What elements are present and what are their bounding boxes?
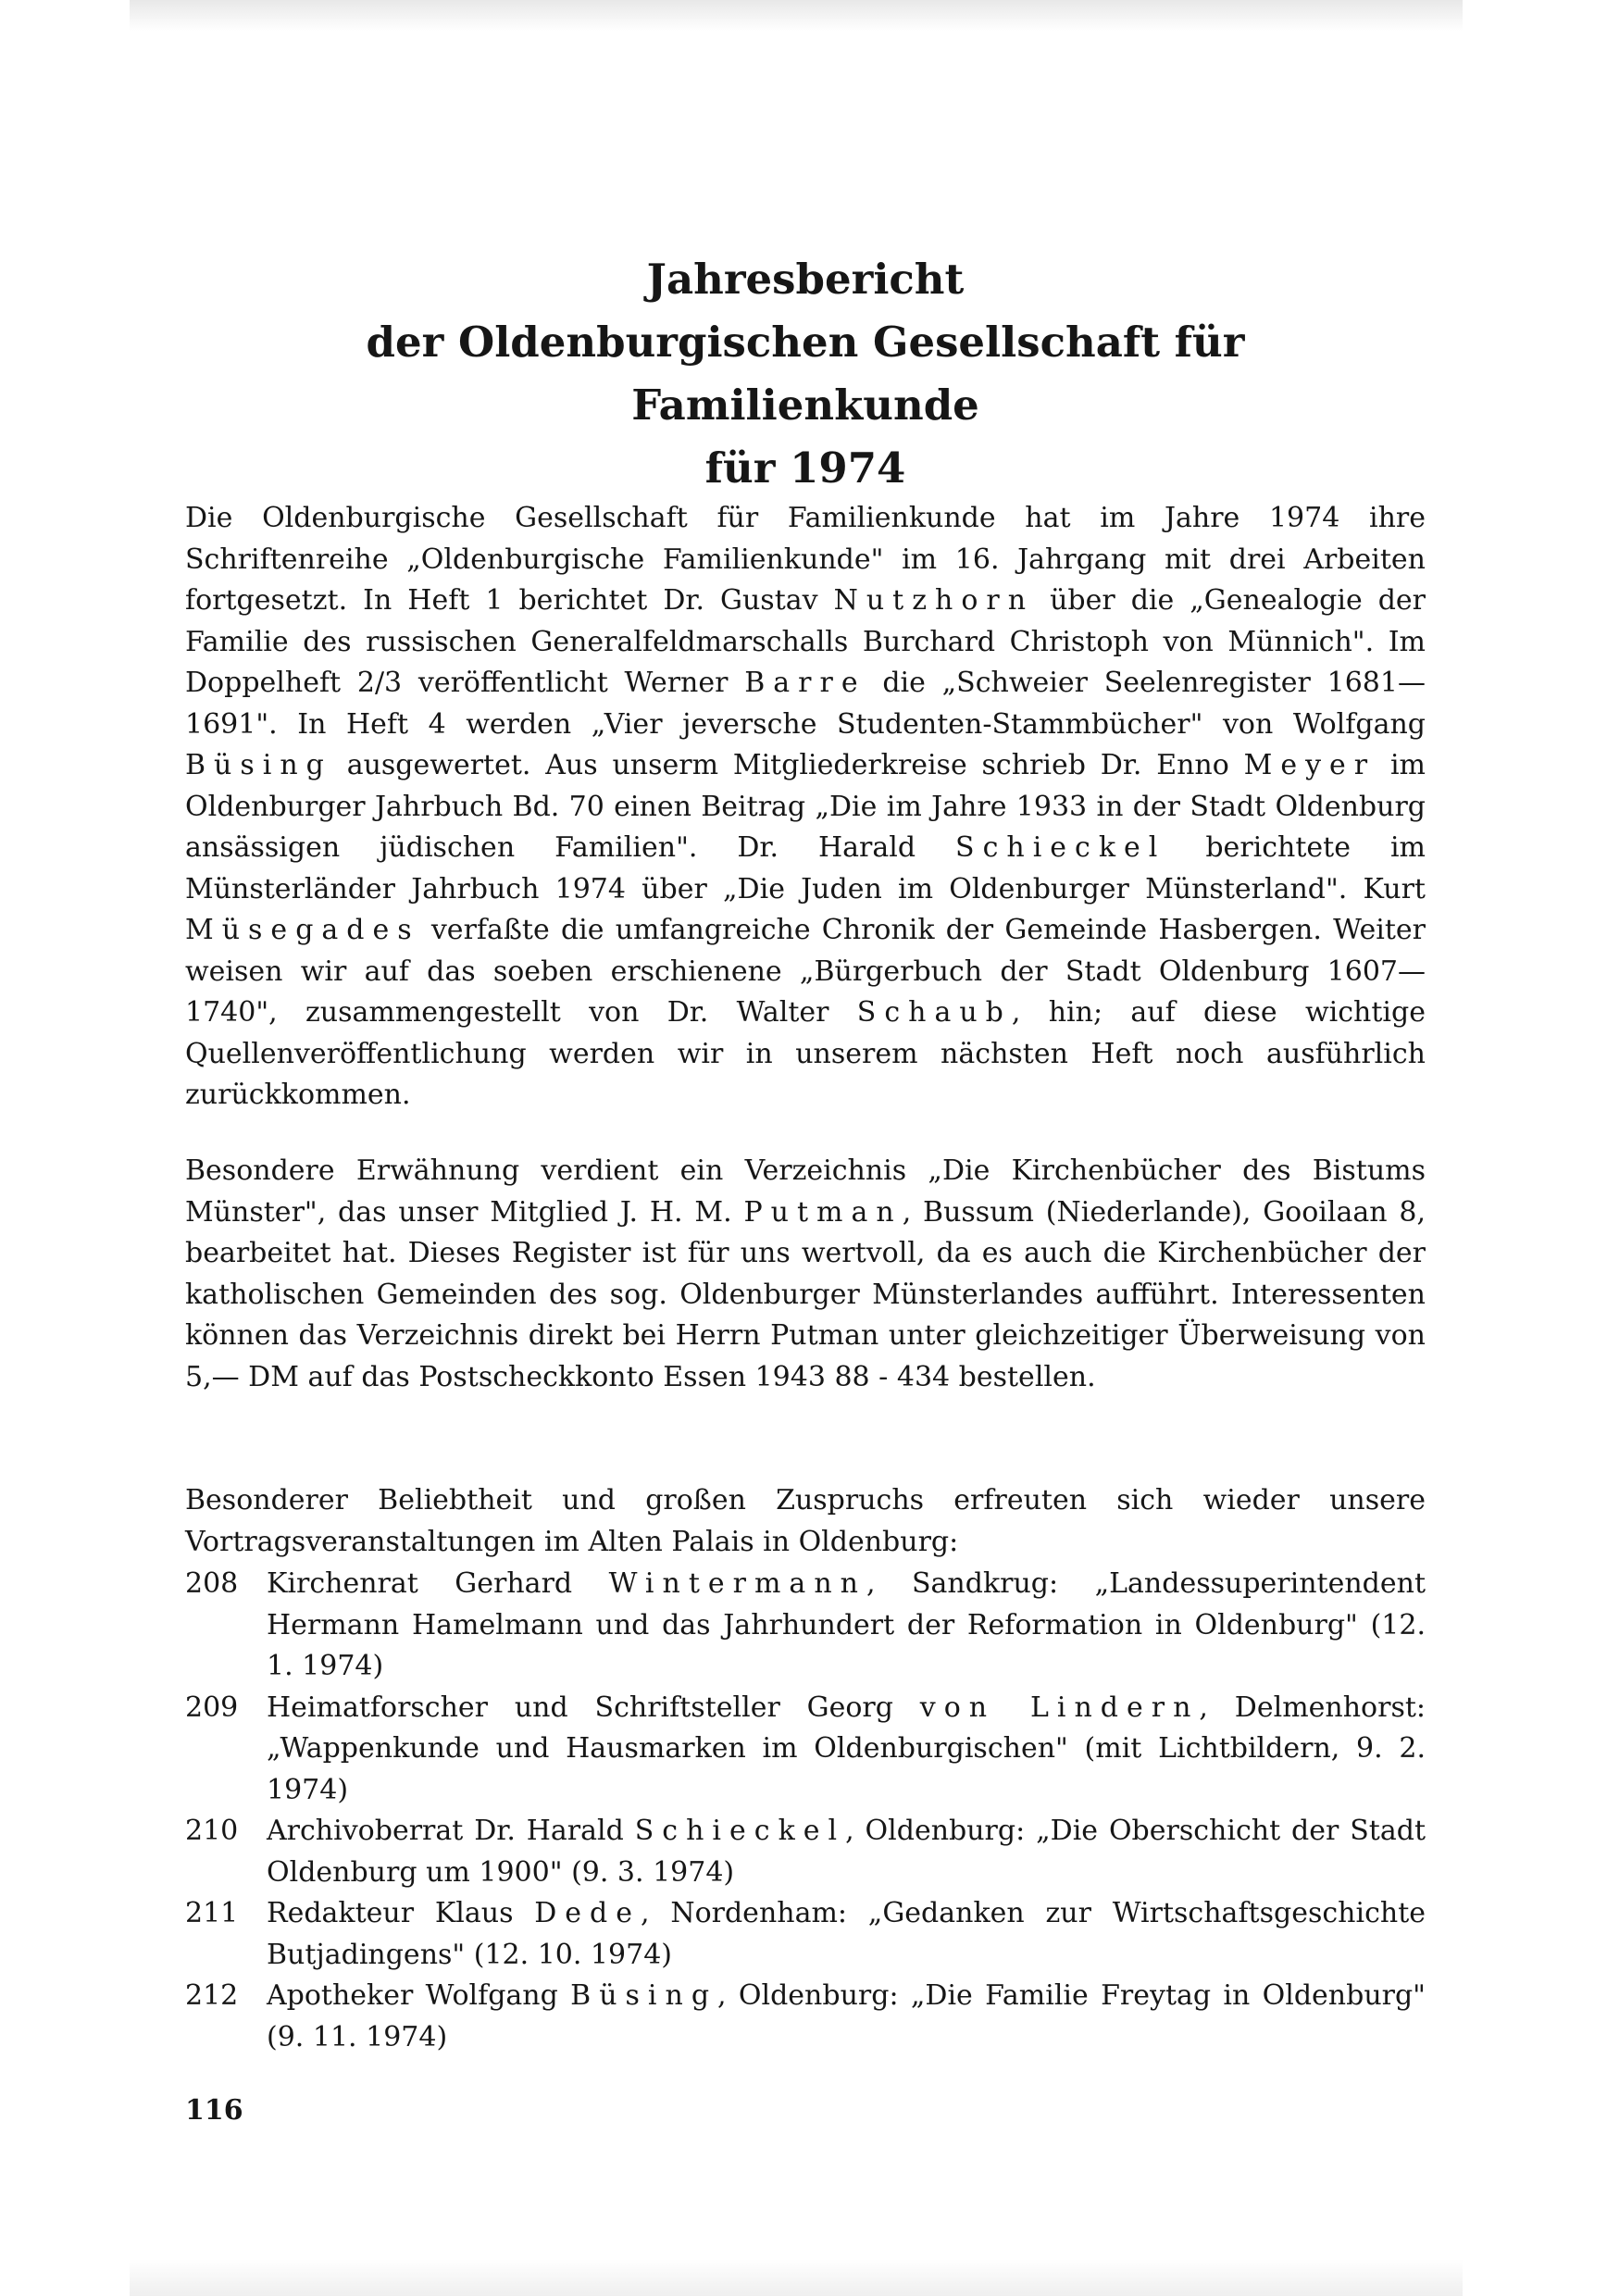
text-segment: , hin; auf diese wichtige Quellenveröffentlichung werden wir in unserem nächsten Heft noch ausführlich zurückkommen. <box>185 996 1426 1111</box>
text-segment: Kirchenrat Gerhard <box>267 1567 609 1600</box>
text-segment: verfaßte die umfangreiche Chronik der Gemeinde Hasbergen. Weiter weisen wir auf das soeben erschienene „Bürgerbuch der Stadt Oldenburg 1607—1740", zusammengestellt von Dr. Walter <box>185 914 1426 1029</box>
person-name: von Lindern <box>919 1691 1200 1724</box>
paragraph-vortraege: Besonderer Beliebtheit und großen Zuspruchs erfreuten sich wieder unsere Vortragsveranstaltungen im Alten Palais in Oldenburg: <box>185 1484 1426 1558</box>
text-segment: , Nordenham: „Gedanken zur Wirtschaftsgeschichte Butjadingens" (12. 10. 1974) <box>267 1897 1426 1971</box>
lecture-text <box>267 1811 1426 1893</box>
title-line-3: für 1974 <box>704 443 906 493</box>
text-segment: , Delmenhorst: „Wappenkunde und Hausmarken im Oldenburgischen" (mit Lichtbildern, 9. 2. 1974) <box>267 1691 1426 1806</box>
text-segment: Apotheker Wolfgang <box>267 1979 571 2012</box>
text-segment: , Oldenburg: „Die Oberschicht der Stadt Oldenburg um 1900" (9. 3. 1974) <box>267 1815 1426 1889</box>
person-name: Barre <box>744 667 866 699</box>
lecture-number: 209 <box>185 1691 239 1724</box>
paragraph-kirchenbuecher <box>185 1151 1426 1398</box>
lecture-item <box>185 1893 1426 1976</box>
document-page <box>185 0 1426 2296</box>
text-segment: über die „Genealogie der Familie des russischen Generalfeldmarschalls Burchard Christoph von Münnich". Im Doppelheft 2/3 veröffentlicht Werner <box>185 584 1426 699</box>
text-segment: Die Oldenburgische Gesellschaft für Familienkunde hat im Jahre 1974 ihre Schriftenreihe „Oldenburgische Familienkunde" im 16. Jahrgang mit drei Arbeiten fortgesetzt. In Heft 1 berichtet Dr. Gustav <box>185 502 1426 617</box>
lecture-item <box>185 1564 1426 1688</box>
page-title <box>185 248 1426 500</box>
person-name: Schieckel <box>634 1815 846 1847</box>
person-name: Meyer <box>1243 749 1377 781</box>
person-name: Büsing <box>185 749 332 781</box>
title-line-2: der Oldenburgischen Gesellschaft für Familienkunde <box>366 318 1245 430</box>
lecture-number: 208 <box>185 1567 239 1600</box>
person-name: Müsegades <box>185 914 420 946</box>
text-segment: Besondere Erwähnung verdient ein Verzeichnis „Die Kirchenbücher des Bistums Münster", das unser Mitglied J. H. M. <box>185 1154 1426 1229</box>
text-segment: , Bussum (Niederlande), Gooilaan 8, bearbeitet hat. Dieses Register ist für uns wertvoll, da es auch die Kirchenbücher der katholischen Gemeinden des sog. Oldenburger Münsterlandes aufführt. Interessenten können das Verzeichnis direkt bei Herrn Putman unter gleichzeitiger Überweisung von 5,— DM auf das Postscheckkonto Essen 1943 88 - 434 bestellen. <box>185 1195 1426 1393</box>
text-segment: Heimatforscher und Schriftsteller Georg <box>267 1691 920 1724</box>
lecture-number: 210 <box>185 1815 239 1847</box>
page-number: 116 <box>185 2094 243 2127</box>
text-segment: , Sandkrug: „Landessuperintendent Hermann Hamelmann und das Jahrhundert der Reformation in Oldenburg" (12. 1. 1974) <box>267 1567 1426 1682</box>
lecture-text <box>267 1893 1426 1976</box>
person-name: Büsing <box>570 1979 718 2012</box>
lecture-item <box>185 1976 1426 2058</box>
lecture-text <box>267 1564 1426 1688</box>
text-segment: die „Schweier Seelenregister 1681—1691". In Heft 4 werden „Vier jeversche Studenten-Stammbücher" von Wolfgang <box>185 667 1426 741</box>
text-segment: Archivoberrat Dr. Harald <box>267 1815 635 1847</box>
lecture-text <box>267 1976 1426 2058</box>
person-name: Dede <box>534 1897 642 1929</box>
person-name: Wintermann <box>608 1567 866 1600</box>
lecture-item <box>185 1811 1426 1893</box>
lecture-item <box>185 1688 1426 1812</box>
lecture-list <box>185 1564 1426 2058</box>
person-name: Schieckel <box>955 831 1166 864</box>
title-line-1: Jahresbericht <box>646 255 965 304</box>
person-name: Schaub <box>856 996 1012 1029</box>
text-segment: ausgewertet. Aus unserm Mitgliederkreise schrieb Dr. Enno <box>331 749 1244 781</box>
text-segment: Redakteur Klaus <box>267 1897 535 1929</box>
paragraph-publications <box>185 498 1426 1117</box>
lecture-number: 212 <box>185 1979 239 2012</box>
person-name: Putman <box>743 1195 903 1229</box>
text-segment: berichtete im Münsterländer Jahrbuch 1974 über „Die Juden im Oldenburger Münsterland". Kurt <box>185 831 1426 905</box>
lecture-number: 211 <box>185 1897 239 1929</box>
text-segment: , Oldenburg: „Die Familie Freytag in Oldenburg" (9. 11. 1974) <box>267 1979 1426 2053</box>
lecture-text <box>267 1688 1426 1812</box>
text-segment: im Oldenburger Jahrbuch Bd. 70 einen Beitrag „Die im Jahre 1933 in der Stadt Oldenburg ansässigen jüdischen Familien". Dr. Harald <box>185 749 1426 864</box>
person-name: Nutzhorn <box>833 584 1035 617</box>
